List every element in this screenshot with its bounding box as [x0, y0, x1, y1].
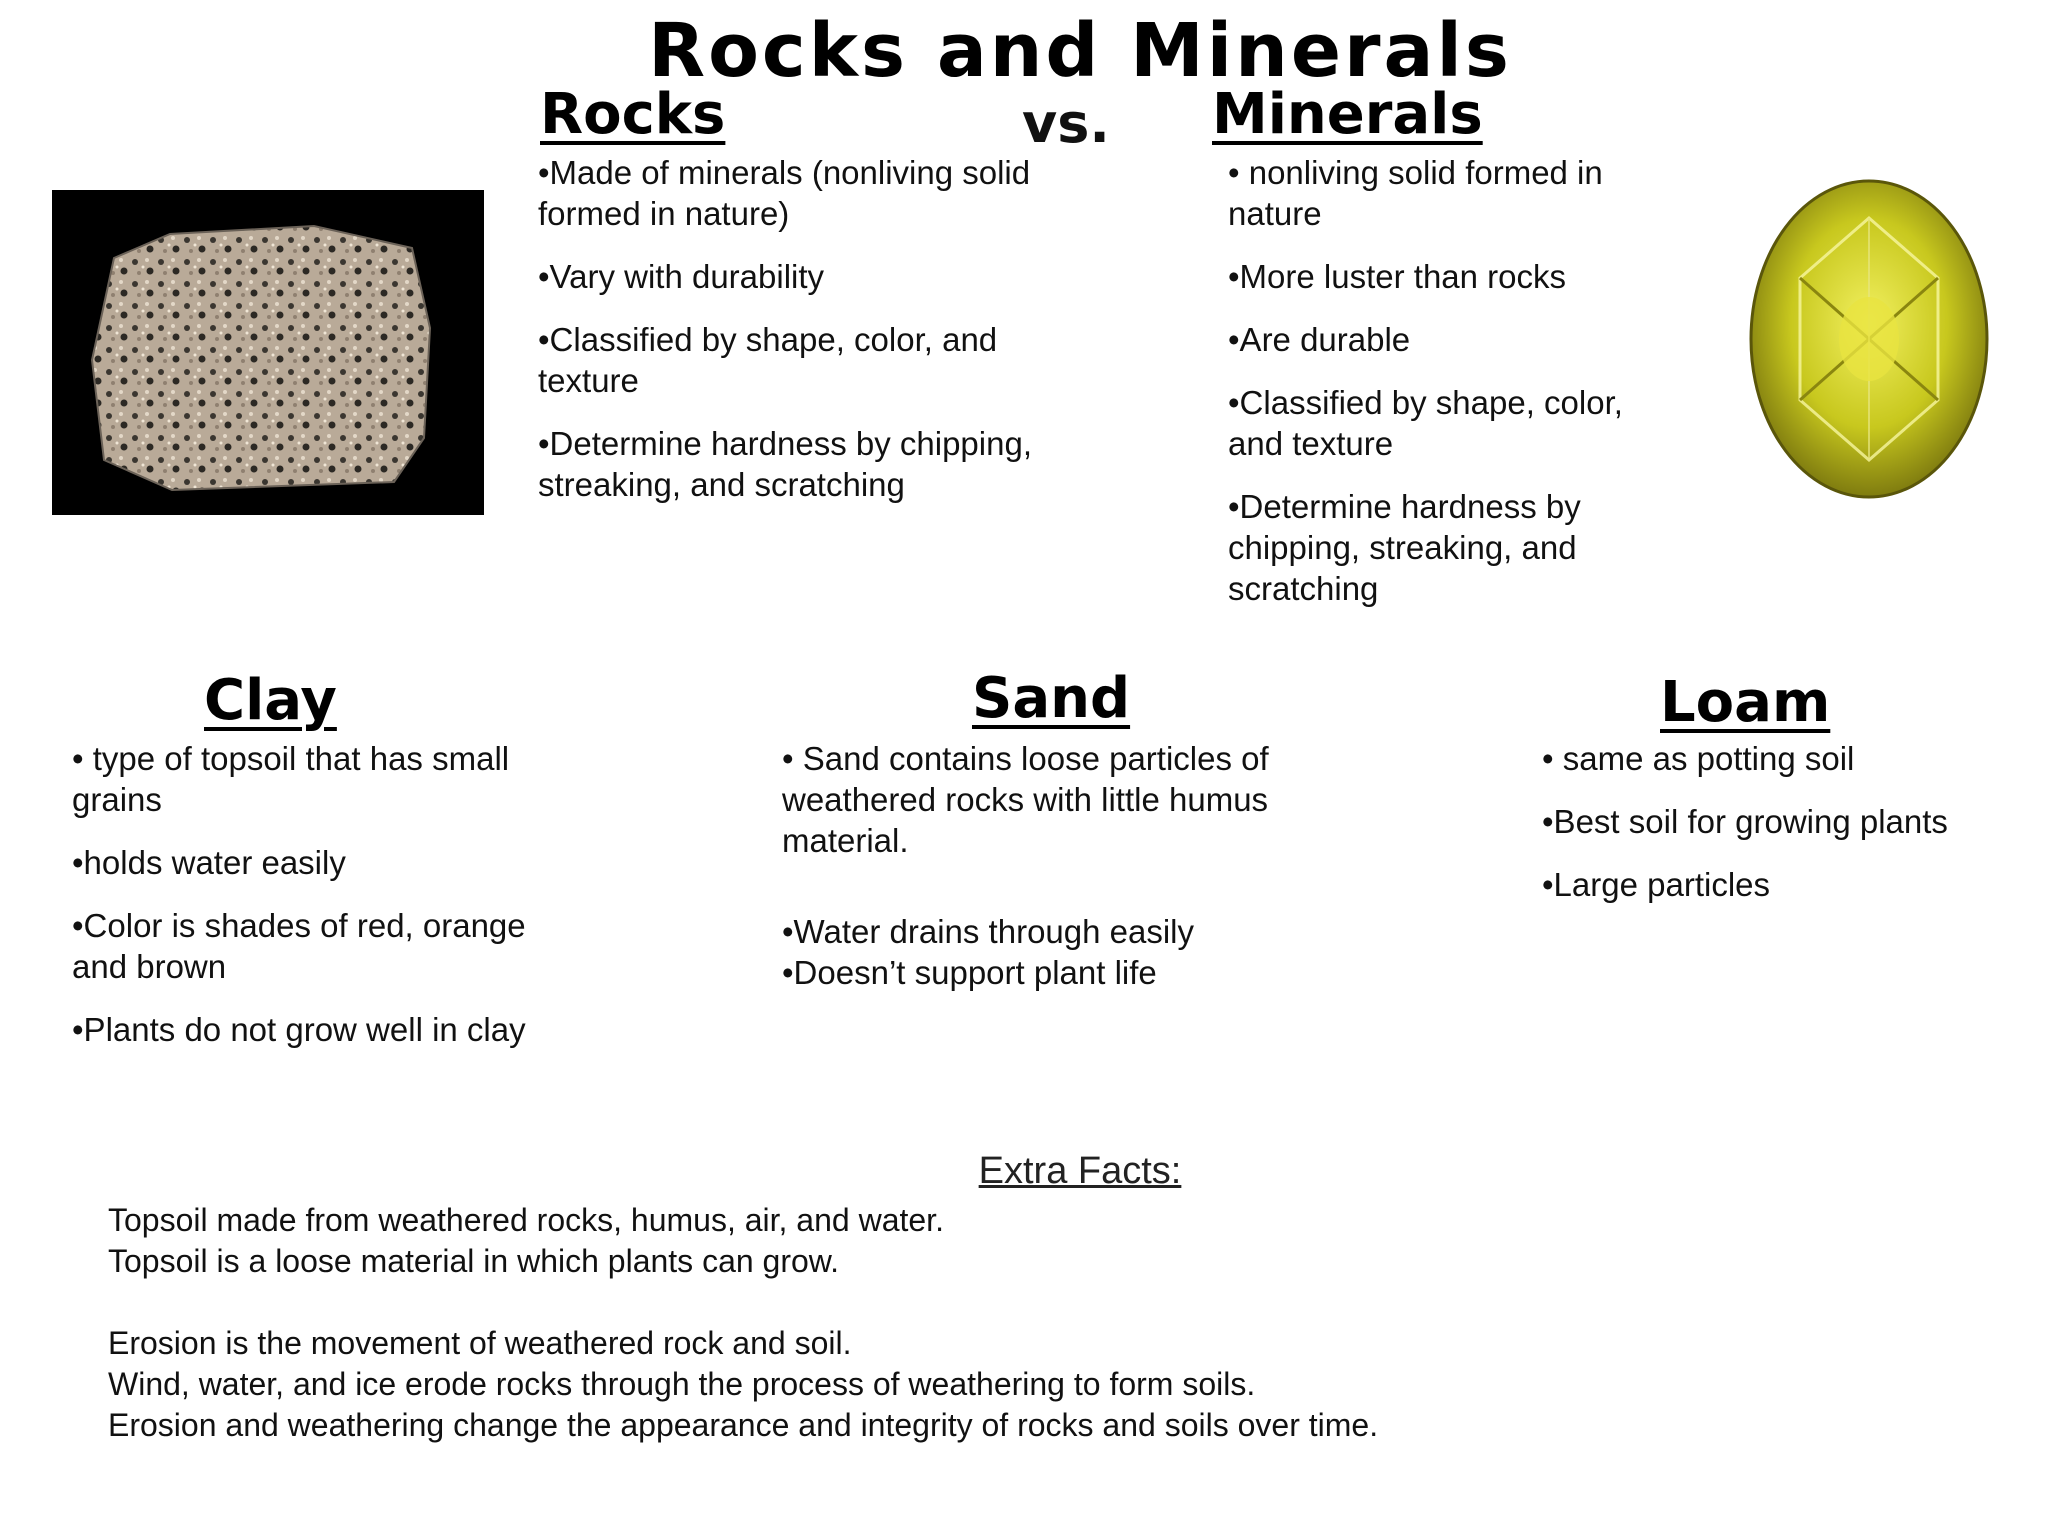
clay-heading: Clay — [204, 668, 337, 733]
clay-list — [72, 738, 552, 1072]
rocks-bullet: •Classified by shape, color, and texture — [538, 321, 998, 399]
loam-heading: Loam — [1660, 670, 1831, 735]
granite-rock-image — [52, 190, 484, 515]
clay-bullet: •Color is shades of red, orange and brown — [72, 907, 526, 985]
extra-fact-line — [108, 1282, 1378, 1323]
gemstone-image — [1748, 178, 1990, 500]
clay-bullet: •Plants do not grow well in clay — [72, 1011, 526, 1048]
rocks-bullet: •Made of minerals (nonliving solid formed in nature) — [538, 154, 1031, 232]
loam-bullet: • same as potting soil — [1542, 740, 1855, 777]
extra-fact-line: Erosion and weathering change the appearance and integrity of rocks and soils over time. — [108, 1407, 1379, 1443]
rocks-list — [538, 152, 1058, 527]
sand-bullet: •Water drains through easily — [782, 913, 1195, 950]
minerals-bullet: • nonliving solid formed in nature — [1228, 154, 1603, 232]
minerals-bullet: •Classified by shape, color, and texture — [1228, 384, 1623, 462]
sand-bullet: • Sand contains loose particles of weathered rocks with little humus material. — [782, 740, 1269, 859]
extra-facts-heading: Extra Facts: — [978, 1150, 1182, 1192]
extra-fact-line: Topsoil is a loose material in which plants can grow. — [108, 1243, 840, 1279]
extra-fact-line: Erosion is the movement of weathered rock and soil. — [108, 1325, 852, 1361]
minerals-bullet: •More luster than rocks — [1228, 258, 1567, 295]
sand-heading: Sand — [972, 666, 1131, 731]
sand-bullet: •Doesn’t support plant life — [782, 954, 1157, 991]
rocks-bullet: •Vary with durability — [538, 258, 825, 295]
clay-bullet: • type of topsoil that has small grains — [72, 740, 510, 818]
vs-label: vs. — [1022, 92, 1110, 155]
minerals-bullet: •Determine hardness by chipping, streaking, and scratching — [1228, 488, 1581, 607]
clay-bullet: •holds water easily — [72, 844, 346, 881]
extra-fact-line: Wind, water, and ice erode rocks through the process of weathering to form soils. — [108, 1366, 1256, 1402]
minerals-list — [1228, 152, 1678, 631]
page-title: Rocks and Minerals — [648, 8, 1512, 94]
gemstone-icon — [1748, 178, 1990, 500]
granite-rock-icon — [52, 190, 484, 515]
minerals-heading: Minerals — [1212, 82, 1483, 147]
loam-bullet: •Large particles — [1542, 866, 1771, 903]
loam-list — [1542, 738, 2022, 927]
rocks-heading: Rocks — [540, 82, 726, 147]
minerals-bullet: •Are durable — [1228, 321, 1411, 358]
loam-bullet: •Best soil for growing plants — [1542, 803, 1948, 840]
extra-facts-text — [108, 1200, 1378, 1446]
extra-fact-line: Topsoil made from weathered rocks, humus, air, and water. — [108, 1202, 944, 1238]
rocks-bullet: •Determine hardness by chipping, streaking, and scratching — [538, 425, 1032, 503]
sand-list — [782, 738, 1322, 1015]
